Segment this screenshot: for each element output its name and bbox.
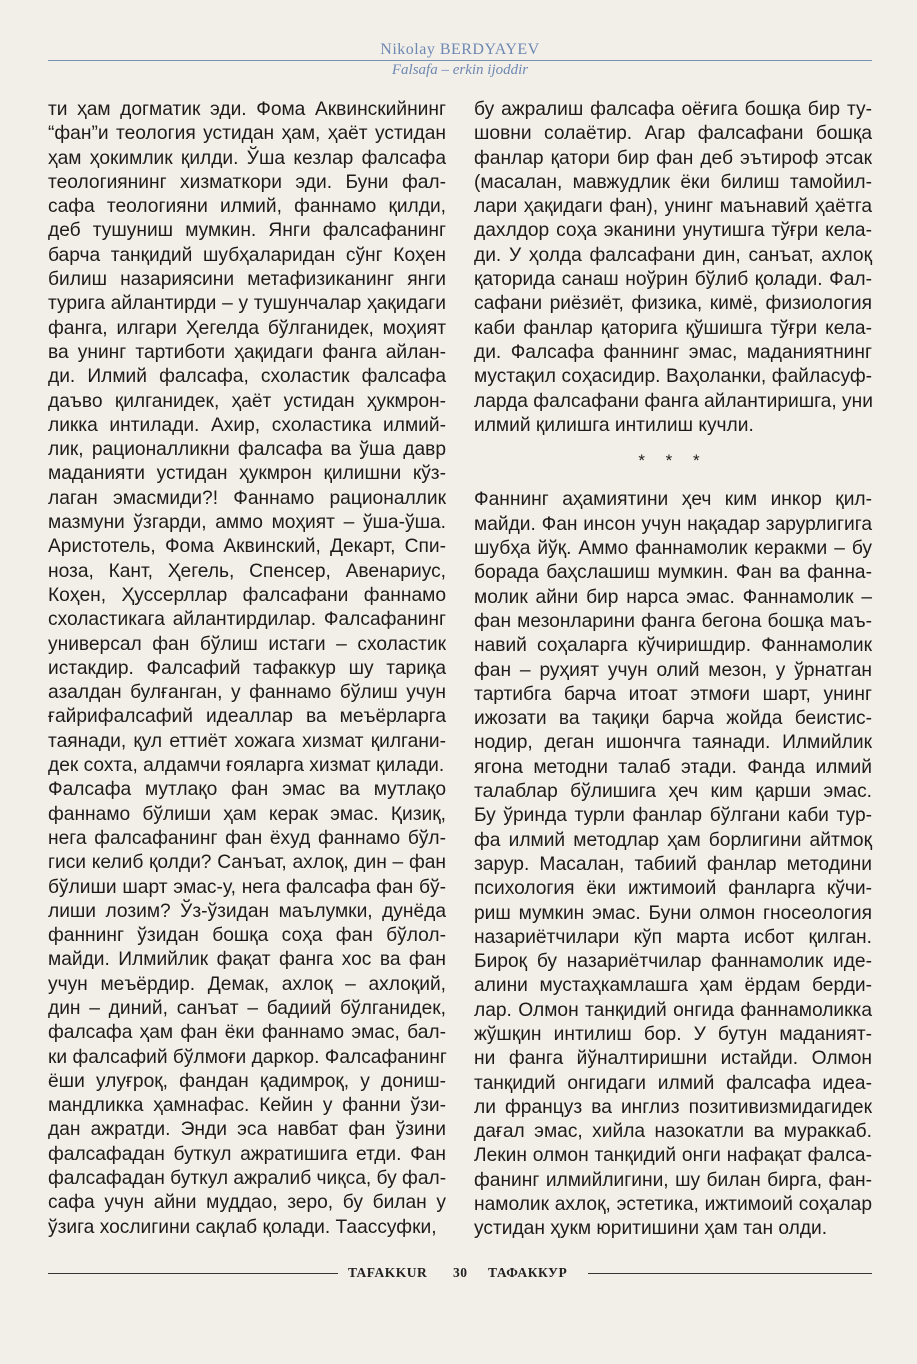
text-line: ликка интилади. Ахир, схоластика илмий- bbox=[48, 414, 446, 436]
text-line: Бироқ бу назариётчилар фаннамолик иде- bbox=[474, 951, 872, 973]
running-footer bbox=[48, 1262, 872, 1286]
text-line: фа илмий методлар ҳам борлигини айтмоқ bbox=[474, 829, 872, 851]
text-line: тартибга барча итоат этмоғи шарт, унинг bbox=[474, 683, 872, 705]
text-line: қаторида санаш ноўрин бўлиб қолади. Фал- bbox=[474, 269, 872, 291]
text-line: илмий қилишга интилиш кучли. bbox=[474, 414, 754, 436]
footer-rule-left bbox=[48, 1273, 338, 1274]
text-line: дек сохта, алдамчи ғояларга хизмат қилади. bbox=[48, 755, 445, 777]
text-line: фалсафадан буткул ажратишига етди. Фан bbox=[48, 1143, 446, 1165]
text-line: шовни солаётир. Агар фалсафани бошқа bbox=[474, 123, 872, 145]
running-header bbox=[48, 40, 872, 79]
text-line: теологиянинг хизматкори эди. Буни фал- bbox=[48, 171, 446, 193]
text-line: ноза, Кант, Ҳегель, Спенсер, Авенариус, bbox=[48, 560, 446, 582]
page-number: 30 bbox=[453, 1265, 468, 1280]
text-line: лари ҳақидаги фан), унинг маънавий ҳаётга bbox=[474, 196, 872, 218]
text-line: нега фалсафанинг фан ёхуд фаннамо бўл- bbox=[48, 827, 446, 849]
text-line: лиши лозим? Ўз-ўзидан маълумки, дунёда bbox=[48, 900, 446, 922]
text-line: фаннамо бўлиши ҳам керак эмас. Қизиқ, bbox=[48, 803, 446, 825]
text-line: ли француз ва инглиз позитивизмидагидек bbox=[474, 1096, 872, 1118]
text-line: схоластикага айлантирдилар. Фалсафанинг bbox=[48, 609, 446, 631]
text-line: майди. Илмийлик фақат фанга хос ва фан bbox=[48, 949, 446, 971]
text-line: ёши улуғроқ, фандан қадимроқ, у дониш- bbox=[48, 1070, 446, 1092]
text-line: Фалсафа мутлақо фан эмас ва мутлақо bbox=[48, 779, 446, 801]
footer-journal-cyrillic: ТАФАККУР bbox=[488, 1265, 568, 1280]
text-line: Фаннинг аҳамиятини ҳеч ким инкор қил- bbox=[474, 489, 872, 511]
text-line: ва унинг тартиботи ҳақидаги фанга айлан- bbox=[48, 341, 446, 363]
text-line: учун меъёрдир. Демак, ахлоқ – ахлоқий, bbox=[48, 973, 446, 995]
header-title: Falsafa – erkin ijoddir bbox=[391, 62, 529, 78]
text-line: ҳам ҳокимлик қилди. Ўша кезлар фалсафа bbox=[48, 147, 446, 169]
text-line: риш мумкин эмас. Буни олмон гносеология bbox=[474, 902, 872, 924]
section-separator: * * * bbox=[638, 451, 708, 471]
text-line: фаннинг ўзидан бошқа соҳа фан бўлол- bbox=[48, 925, 446, 947]
text-line: Аристотель, Фома Аквинский, Декарт, Спи- bbox=[48, 536, 446, 558]
text-line: танқидий онгидаги илмий фалсафа идеа- bbox=[474, 1072, 872, 1094]
text-line: ўзига хослигини сақлаб қолади. Таассуфки, bbox=[48, 1216, 437, 1238]
left-text-column bbox=[48, 98, 446, 1240]
text-line: азалдан булғанган, у фаннамо бўлиш учун bbox=[48, 682, 446, 704]
text-line: алини мустаҳкамлашга ҳам ёрдам берди- bbox=[474, 975, 872, 997]
text-line: навий соҳаларга кўчиришдир. Фаннамолик bbox=[474, 635, 872, 657]
text-line: фалсафадан буткул ажралиб чиқса, бу фал- bbox=[48, 1168, 447, 1190]
text-line: дағал эмас, хийла назокатли ва мураккаб. bbox=[474, 1121, 872, 1143]
text-line: гиси келиб қолди? Санъат, ахлоқ, дин – фан bbox=[48, 852, 446, 874]
text-line: зарур. Масалан, табиий фанлар методини bbox=[474, 853, 872, 875]
text-line: истакдир. Фалсафий тафаккур шу тариқа bbox=[48, 657, 446, 679]
text-line: ди. У ҳолда фалсафани дин, санъат, ахлоқ bbox=[474, 244, 872, 266]
footer-rule-right bbox=[588, 1273, 872, 1274]
text-line: борада баҳслашиш мумкин. Фан ва фанна- bbox=[474, 562, 872, 584]
text-line: назариётчилари кўп марта исбот қилган. bbox=[474, 926, 872, 948]
text-line: “фан”и теология устидан ҳам, ҳаёт устидан bbox=[48, 123, 446, 145]
text-line: даъво қилганидек, ҳаёт устидан ҳукмрон- bbox=[48, 390, 446, 412]
text-line: лар. Олмон танқидий онгида фаннамоликка bbox=[474, 999, 872, 1021]
header-author: Nikolay BERDYAYEV bbox=[380, 41, 540, 58]
text-line: фалсафа ҳам фан ёки фаннамо эмас, бал- bbox=[48, 1022, 446, 1044]
text-line: ларда фалсафани фанга айлантиришга, уни bbox=[474, 390, 873, 412]
text-line: ғайрифалсафий идеаллар ва меъёрларга bbox=[48, 706, 446, 728]
text-line: бу ажралиш фалсафа оёғига бошқа бир ту- bbox=[474, 99, 872, 120]
text-line: фанга, илгари Ҳегелда бўлганидек, моҳият bbox=[48, 317, 446, 339]
text-line: универсал фан бўлиш истаги – схоластик bbox=[48, 633, 446, 655]
text-line: каби фанлар қаторига қўшишга тўғри кела- bbox=[474, 317, 872, 339]
text-line: фан – руҳият учун олий мезон, у ўрнатган bbox=[474, 659, 872, 681]
text-line: ди. Илмий фалсафа, схоластик фалсафа bbox=[48, 366, 446, 388]
text-line: мандликка ҳамнафас. Кейин у фанни ўзи- bbox=[48, 1095, 446, 1117]
text-line: ягона методни талаб этади. Фанда илмий bbox=[474, 756, 872, 778]
right-column-top-paragraph bbox=[474, 98, 872, 438]
text-line: Коҳен, Ҳуссерллар фалсафани фаннамо bbox=[48, 584, 446, 606]
text-line: шубҳа йўқ. Аммо фаннамолик керакми – бу bbox=[474, 538, 872, 560]
footer-journal-latin: TAFAKKUR bbox=[348, 1265, 428, 1280]
text-line: Бу ўринда турли фанлар бўлгани каби тур- bbox=[474, 805, 872, 827]
text-line: жўшқин интилиш бор. У бутун маданият- bbox=[474, 1023, 872, 1045]
text-line: дан ажратди. Энди эса навбат фан ўзини bbox=[48, 1119, 446, 1141]
text-line: устидан ҳукм юритишини ҳам тан олди. bbox=[474, 1218, 828, 1240]
text-line: Лекин олмон танқидий онги нафақат фалса- bbox=[474, 1145, 872, 1167]
text-line: ки фалсафий бўлмоғи даркор. Фалсафанинг bbox=[48, 1046, 447, 1068]
text-line: психология ёки ижтимоий фанларга кўчи- bbox=[474, 878, 872, 900]
text-line: билиш назариясини метафизиканинг янги bbox=[48, 269, 446, 291]
text-line: фанинг илмийлигини, шу билан бирга, фан- bbox=[474, 1169, 872, 1191]
text-line: сафа теологияни илмий, фаннамо қилди, bbox=[48, 196, 446, 218]
text-line: бўлиши шарт эмас-у, нега фалсафа фан бў- bbox=[48, 876, 446, 898]
text-line: лаган эмасмиди?! Фаннамо рационаллик bbox=[48, 487, 446, 509]
text-line: ди. Фалсафа фаннинг эмас, маданиятнинг bbox=[474, 341, 872, 363]
text-line: майди. Фан инсон учун нақадар зарурлигига bbox=[474, 513, 872, 535]
text-line: турига айлантирди – у тушунчалар ҳақидаги bbox=[48, 293, 446, 315]
text-line: молик айни бир нарса эмас. Фаннамолик – bbox=[474, 586, 872, 608]
text-line: деб тушуниш мумкин. Янги фалсафанинг bbox=[48, 220, 446, 242]
text-line: (масалан, мавжудлик ёки билиш тамойил- bbox=[474, 171, 872, 193]
text-line: лик, рационалликни фалсафа ва ўша давр bbox=[48, 439, 446, 461]
text-line: мазмуни ўзгарди, аммо моҳият – ўша-ўша. bbox=[48, 512, 446, 534]
right-text-column bbox=[474, 98, 872, 1242]
text-line: нодир, деган ишончга таянади. Илмийлик bbox=[474, 732, 872, 754]
text-line: фан мезонларини фанга бегона бошқа маъ- bbox=[474, 610, 872, 632]
text-line: мустақил соҳасидир. Ваҳоланки, файласуф- bbox=[474, 366, 872, 388]
text-line: сафани риёзиёт, физика, кимё, физиология bbox=[474, 293, 872, 315]
text-line: сафа учун айни муддао, зеро, бу билан у bbox=[48, 1192, 446, 1214]
text-line: таянади, қул еттиёт хожага хизмат қилгани- bbox=[48, 730, 446, 752]
text-line: барча танқидий шубҳаларидан сўнг Коҳен bbox=[48, 244, 446, 266]
text-line: ни фанга йўналтиришни истайди. Олмон bbox=[474, 1048, 872, 1070]
right-column-bottom-paragraph bbox=[474, 488, 872, 1241]
text-line: ти ҳам догматик эди. Фома Аквинскийнинг bbox=[48, 99, 446, 120]
text-line: маданияти устидан ҳукмрон қилишни кўз- bbox=[48, 463, 446, 485]
text-line: дин – диний, санъат – бадиий бўлганидек, bbox=[48, 997, 446, 1019]
text-line: фанлар қатори бир фан деб эътироф этсак bbox=[474, 147, 872, 169]
text-line: дахлдор соҳа эканини унутишга тўғри кела- bbox=[474, 220, 872, 242]
text-line: ижозати ва тақиқи барча жойда беистис- bbox=[474, 708, 872, 730]
text-line: намолик ахлоқ, эстетика, ижтимоий соҳалар bbox=[474, 1194, 872, 1216]
text-line: талаблар бўлишига ҳеч ким қарши эмас. bbox=[474, 781, 872, 803]
